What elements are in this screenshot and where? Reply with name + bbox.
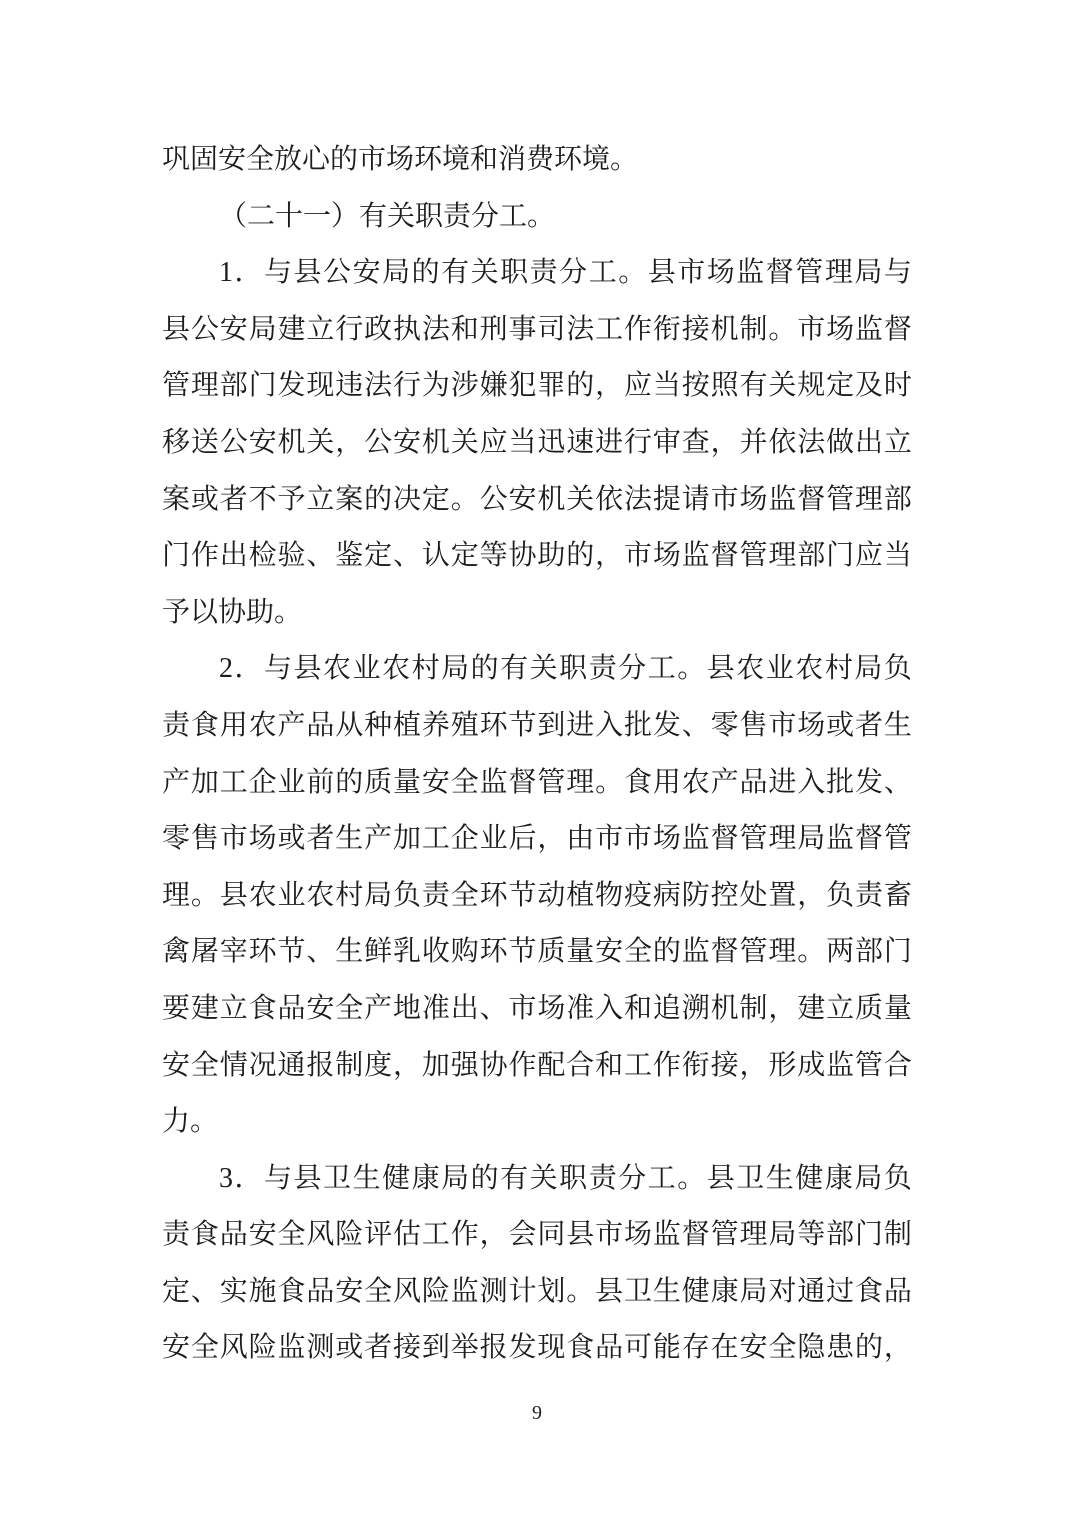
text-line: 安 全 风 险 监 测 或 者 接 到 举 报 发 现 食 品 可 能 存 在 安 全 隐 患 的 ， xyxy=(162,1332,912,1364)
text-line: 安 全 情 况 通 报 制 度 ， 加 强 协 作 配 合 和 工 作 衔 接 ， 形 成 监 管 合 xyxy=(162,1049,912,1081)
text-line: 移 送 公 安 机 关 ， 公 安 机 关 应 当 迅 速 进 行 审 查 ， 并 依 法 做 出 立 xyxy=(162,426,912,458)
text-line: 门 作 出 检 验 、 鉴 定 、 认 定 等 协 助 的 ， 市 场 监 督 管 理 部 门 应 当 xyxy=(162,540,912,572)
text-line: 3 ． 与 县 卫 生 健 康 局 的 有 关 职 责 分 工 。 县 卫 生 健 康 局 负 xyxy=(219,1162,912,1194)
page-number: 9 xyxy=(532,1402,542,1424)
text-line: 理 。 县 农 业 农 村 局 负 责 全 环 节 动 植 物 疫 病 防 控 处 置 ， 负 责 畜 xyxy=(162,879,912,911)
text-line: 2 ． 与 县 农 业 农 村 局 的 有 关 职 责 分 工 。 县 农 业 农 村 局 负 xyxy=(219,653,912,685)
text-line: 定 、 实 施 食 品 安 全 风 险 监 测 计 划 。 县 卫 生 健 康 局 对 通 过 食 品 xyxy=(162,1275,912,1307)
text-line: （二十一）有关职责分工。 xyxy=(219,200,556,232)
text-line: 产 加 工 企 业 前 的 质 量 安 全 监 督 管 理 。 食 用 农 产 品 进 入 批 发 、 xyxy=(162,766,912,798)
text-line: 要 建 立 食 品 安 全 产 地 准 出 、 市 场 准 入 和 追 溯 机 制 ， 建 立 质 量 xyxy=(162,992,912,1024)
text-lines xyxy=(162,132,912,1377)
text-line: 巩固安全放心的市场环境和消费环境。 xyxy=(162,144,639,175)
text-line: 禽 屠 宰 环 节 、 生 鲜 乳 收 购 环 节 质 量 安 全 的 监 督 管 理 。 两 部 门 xyxy=(162,936,912,968)
text-line: 力。 xyxy=(162,1106,219,1138)
text-line: 予以协助。 xyxy=(162,596,303,628)
text-line: 管 理 部 门 发 现 违 法 行 为 涉 嫌 犯 罪 的 ， 应 当 按 照 有 关 规 定 及 时 xyxy=(162,370,912,402)
text-line: 案 或 者 不 予 立 案 的 决 定 。 公 安 机 关 依 法 提 请 市 场 监 督 管 理 部 xyxy=(162,483,912,515)
text-line: 县 公 安 局 建 立 行 政 执 法 和 刑 事 司 法 工 作 衔 接 机 制 。 市 场 监 督 xyxy=(162,313,912,345)
text-line: 1 ． 与 县 公 安 局 的 有 关 职 责 分 工 。 县 市 场 监 督 管 理 局 与 xyxy=(219,257,912,289)
text-line: 责 食 用 农 产 品 从 种 植 养 殖 环 节 到 进 入 批 发 、 零 售 市 场 或 者 生 xyxy=(162,709,912,741)
text-line: 责 食 品 安 全 风 险 评 估 工 作 ， 会 同 县 市 场 监 督 管 理 局 等 部 门 制 xyxy=(162,1219,912,1251)
text-line: 零 售 市 场 或 者 生 产 加 工 企 业 后 ， 由 市 市 场 监 督 管 理 局 监 督 管 xyxy=(162,823,912,855)
